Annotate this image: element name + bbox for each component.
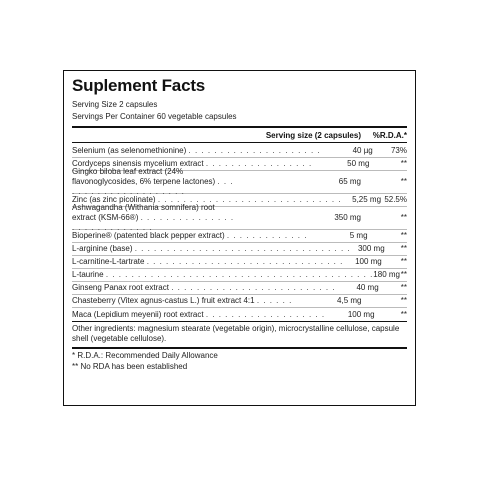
- leader-dots: . . . . . . . . . . . . .: [226, 231, 308, 240]
- table-row: [72, 167, 407, 196]
- servings-per-container: Servings Per Container 60 vegetable capsules: [72, 112, 237, 121]
- ingredient-name: Gingko biloba leaf extract (24% flavonoglycosides, 6% terpene lactones): [72, 167, 216, 186]
- ingredient-amount: 300 mg: [357, 244, 385, 253]
- table-row: [72, 269, 407, 282]
- leader-dots: . . . . . . . . . . . . . . . . . . . . . . . . . . . .: [72, 213, 235, 232]
- header-serving-size: Serving size (2 capsules): [265, 130, 361, 140]
- leader-dots: . . . . . .: [256, 296, 293, 305]
- header-rda: %R.D.A.*: [372, 130, 407, 140]
- leader-dots: . . . . . . . . . . . . . . . . .: [205, 159, 313, 168]
- leader-dots: . . . . . . . . . . . . . . . . . . .: [205, 309, 326, 319]
- ingredient-rda: **: [400, 283, 407, 292]
- ingredient-rda: **: [400, 309, 407, 319]
- ingredient-rda: **: [400, 177, 407, 186]
- serving-size: Serving Size 2 capsules: [72, 100, 158, 109]
- leader-dots: . . . . . . . . . . . . . . . . . . . . . . . . . . . . .: [157, 195, 342, 204]
- ingredient-name: L-carnitine-L-tartrate: [72, 257, 145, 266]
- ingredient-amount: 4,5 mg: [337, 296, 362, 305]
- ingredient-amount: 350 mg: [334, 213, 361, 222]
- table-row: [72, 295, 407, 308]
- table-row: [72, 282, 407, 295]
- ingredient-name: Ginseng Panax root extract: [72, 283, 169, 292]
- ingredient-rda: **: [400, 270, 407, 279]
- ingredient-rda: **: [400, 244, 407, 253]
- ingredient-amount: 50 mg: [347, 159, 370, 168]
- ingredient-amount: 5,25 mg: [352, 195, 382, 204]
- ingredient-amount: 180 mg: [373, 270, 400, 279]
- ingredient-name: Chasteberry (Vitex agnus-castus L.) fruit extract 4:1: [72, 296, 255, 305]
- table-row: [72, 243, 407, 256]
- ingredient-rda: 52.5%: [384, 195, 407, 204]
- ingredient-rda: **: [400, 296, 407, 305]
- leader-dots: . . . . . . . . . . . . . . . . . . . . .: [72, 177, 234, 196]
- ingredient-amount: 5 mg: [349, 231, 368, 240]
- table-row: [72, 308, 407, 321]
- table-row: [72, 145, 407, 158]
- ingredient-name: L-arginine (base): [72, 244, 133, 253]
- ingredient-amount: 100 mg: [355, 257, 382, 266]
- ingredient-name: Maca (Lepidium meyenii) root extract: [72, 309, 204, 319]
- ingredient-amount: 100 mg: [347, 309, 375, 319]
- ingredient-name: Zinc (as zinc picolinate): [72, 195, 156, 204]
- ingredient-name: Bioperine® (patented black pepper extract): [72, 231, 225, 240]
- leader-dots: . . . . . . . . . . . . . . . . . . . . . . . . . . . . . . . . . . . . . . . . . .: [105, 270, 374, 279]
- table-row: [72, 230, 407, 243]
- leader-dots: . . . . . . . . . . . . . . . . . . . . . . . . . .: [171, 283, 336, 292]
- table-row: [72, 203, 407, 232]
- footnote-rda: * R.D.A.: Recommended Daily Allowance: [72, 351, 218, 360]
- ingredient-name: Cordyceps sinensis mycelium extract: [72, 159, 204, 168]
- leader-dots: . . . . . . . . . . . . . . . . . . . . . . . . . . . . . . .: [146, 257, 344, 266]
- footnote-no-rda: ** No RDA has been established: [72, 362, 188, 371]
- other-ingredients: Other ingredients: magnesium stearate (vegetable origin), microcrystalline cellulose, capsule shell (vegetable cellulose).: [72, 324, 400, 343]
- ingredient-rda: **: [400, 231, 407, 240]
- supplement-facts-panel: [63, 70, 416, 406]
- ingredient-amount: 65 mg: [338, 177, 361, 186]
- ingredient-rda: **: [400, 159, 407, 168]
- ingredient-rda: **: [400, 257, 407, 266]
- ingredient-name: L-taurine: [72, 270, 104, 279]
- ingredient-name: Selenium (as selenomethionine): [72, 146, 187, 155]
- table-header: [72, 128, 407, 142]
- leader-dots: . . . . . . . . . . . . . . . . . . . . . . . . . . . . . . . . . .: [134, 244, 351, 253]
- ingredient-table: [72, 143, 407, 321]
- ingredient-rda: **: [400, 213, 407, 222]
- ingredient-rda: 73%: [390, 146, 407, 155]
- ingredient-name: Ashwagandha (Withania somnifera) root extract (KSM-66®): [72, 203, 215, 222]
- ingredient-amount: 40 µg: [352, 146, 373, 155]
- table-row: [72, 256, 407, 269]
- panel-title: Suplement Facts: [72, 76, 206, 95]
- ingredient-amount: 40 mg: [356, 283, 379, 292]
- leader-dots: . . . . . . . . . . . . . . . . . . . . .: [188, 146, 321, 155]
